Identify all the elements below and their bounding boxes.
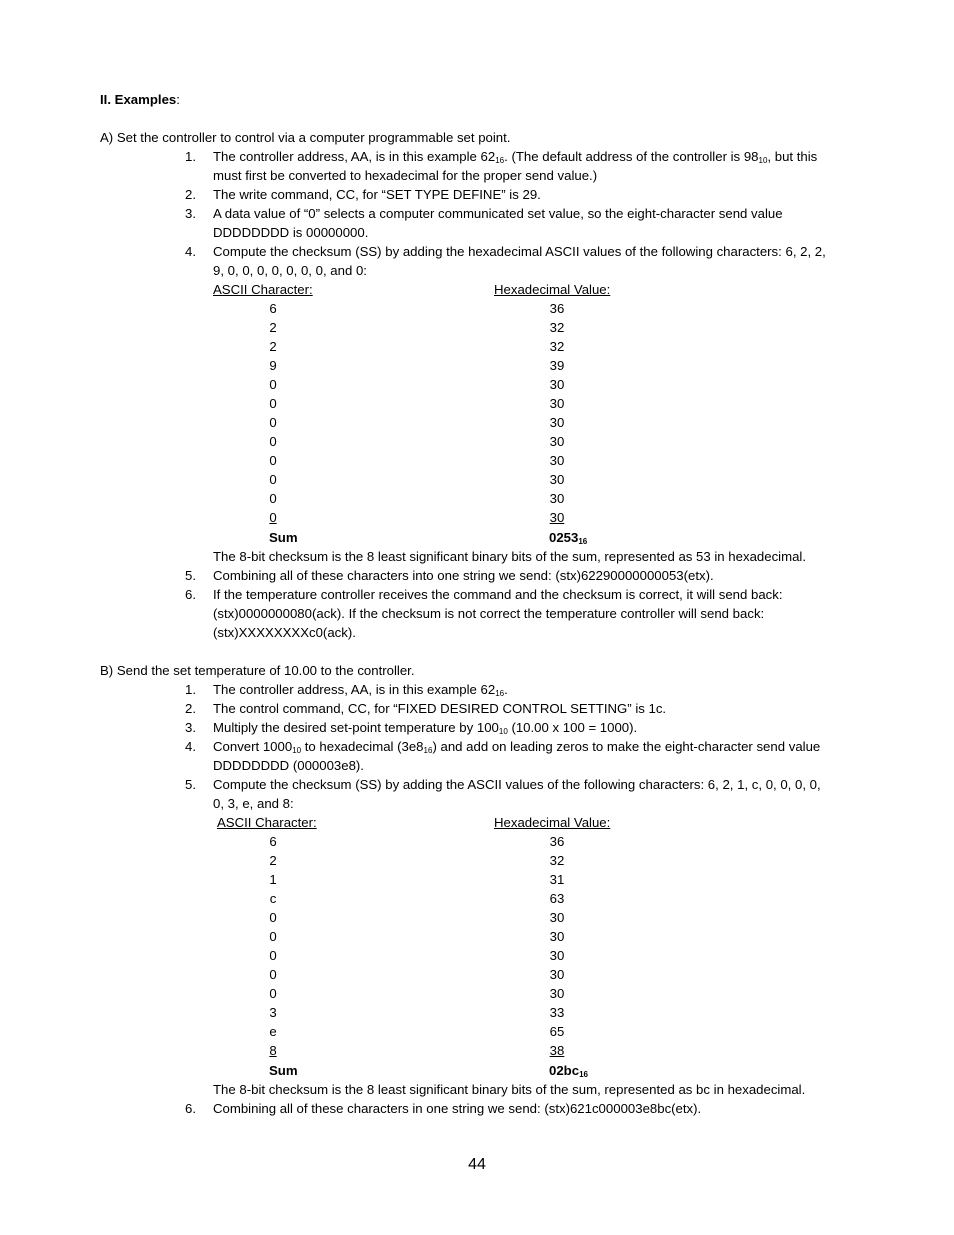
a-item-4-text: Compute the checksum (SS) by adding the hexadecimal ASCII values of the following characters: 6, 2, 2,: [213, 244, 826, 259]
heading-label: II. Examples: [100, 92, 177, 107]
b-table-ascii-cell: c: [269, 891, 277, 906]
a-table-ascii-cell: 2: [269, 339, 277, 354]
a-item-6-text-cont: (stx)0000000080(ack). If the checksum is not correct the temperature controller will send back:: [213, 606, 765, 621]
heading-colon: :: [176, 92, 180, 107]
a-table-hex-cell: 30: [549, 377, 565, 392]
b-table-hex-cell: 32: [549, 853, 565, 868]
b-item-4-text-cont: DDDDDDDD (000003e8).: [213, 758, 364, 773]
b-table-ascii-cell: 0: [269, 967, 277, 982]
section-a-intro: A) Set the controller to control via a computer programmable set point.: [100, 130, 511, 145]
b-table-ascii-cell: 1: [269, 872, 277, 887]
a-table-ascii-cell: 0: [269, 491, 277, 506]
a-table-ascii-cell: 9: [269, 358, 277, 373]
b-table-header-ascii: ASCII Character:: [217, 815, 317, 830]
b-item-6-number: 6.: [185, 1101, 196, 1116]
a-checksum-note: The 8-bit checksum is the 8 least significant binary bits of the sum, represented as 53 in hexadecimal.: [213, 549, 807, 564]
a-item-6-text-cont2: (stx)XXXXXXXXc0(ack).: [213, 625, 356, 640]
b-table-hex-cell: 30: [549, 929, 565, 944]
a-table-header-ascii: ASCII Character:: [213, 282, 313, 297]
a-item-6-text: If the temperature controller receives the command and the checksum is correct, it will send back:: [213, 587, 783, 602]
b-table-ascii-cell: 0: [269, 986, 277, 1001]
b-table-ascii-cell: 6: [269, 834, 277, 849]
a-table-hex-cell: 30: [549, 510, 565, 525]
b-item-1-text: The controller address, AA, is in this example $62_{16}$.: [213, 682, 508, 698]
a-item-2-text: The write command, CC, for “SET TYPE DEFINE” is 29.: [213, 187, 541, 202]
a-table-hex-cell: 36: [549, 301, 565, 316]
b-item-2-text: The control command, CC, for “FIXED DESIRED CONTROL SETTING” is 1c.: [213, 701, 667, 716]
b-table-ascii-cell: 0: [269, 929, 277, 944]
b-item-5-number: 5.: [185, 777, 196, 792]
a-item-2-number: 2.: [185, 187, 196, 202]
b-table-hex-cell: 30: [549, 986, 565, 1001]
b-sum-value: $02bc_{16}$: [549, 1063, 588, 1079]
a-item-1-number: 1.: [185, 149, 196, 164]
b-table-hex-cell: 30: [549, 910, 565, 925]
a-item-1-text-cont: must first be converted to hexadecimal for the proper send value.): [213, 168, 598, 183]
b-table-ascii-cell: 0: [269, 948, 277, 963]
b-item-4-text: Convert $1000_{10}$ to hexadecimal $(3e8_{16})$ and add on leading zeros to make the eight-character send value: [213, 739, 821, 755]
b-table-ascii-cell: 0: [269, 910, 277, 925]
b-sum-label: Sum: [269, 1063, 298, 1078]
b-item-5-text-cont: 0, 3, e, and 8:: [213, 796, 294, 811]
a-item-3-number: 3.: [185, 206, 196, 221]
a-item-4-number: 4.: [185, 244, 196, 259]
a-item-4-text-cont: 9, 0, 0, 0, 0, 0, 0, 0, and 0:: [213, 263, 367, 278]
b-table-hex-cell: 30: [549, 967, 565, 982]
b-table-hex-cell: 38: [549, 1043, 565, 1058]
a-table-hex-cell: 32: [549, 320, 565, 335]
a-table-hex-cell: 39: [549, 358, 565, 373]
a-sum-value: $0253_{16}$: [549, 530, 588, 546]
b-item-5-text: Compute the checksum (SS) by adding the ASCII values of the following characters: 6, 2, 1, c, 0, 0, 0, 0,: [213, 777, 821, 792]
a-item-5-number: 5.: [185, 568, 196, 583]
a-item-1-text: The controller address, AA, is in this example $62_{16}$. (The default address of the controller is $98_{10}$, but this: [213, 149, 818, 165]
page-number: 44: [468, 1156, 486, 1173]
b-table-ascii-cell: 3: [269, 1005, 277, 1020]
a-table-ascii-cell: 0: [269, 396, 277, 411]
b-item-3-text: Multiply the desired set-point temperature by $100_{10}$ (10.00 x 100 = 1000).: [213, 720, 638, 736]
a-table-ascii-cell: 0: [269, 415, 277, 430]
b-table-hex-cell: 31: [549, 872, 565, 887]
a-table-hex-cell: 30: [549, 491, 565, 506]
a-table-hex-cell: 30: [549, 434, 565, 449]
a-table-hex-cell: 30: [549, 396, 565, 411]
b-item-3-number: 3.: [185, 720, 196, 735]
section-heading: [100, 90, 180, 109]
b-table-header-hex: Hexadecimal Value:: [494, 815, 611, 830]
a-table-ascii-cell: 2: [269, 320, 277, 335]
b-table-hex-cell: 30: [549, 948, 565, 963]
a-table-ascii-cell: 6: [269, 301, 277, 316]
a-table-hex-cell: 30: [549, 415, 565, 430]
b-table-ascii-cell: 2: [269, 853, 277, 868]
a-table-ascii-cell: 0: [269, 472, 277, 487]
b-table-hex-cell: 63: [549, 891, 565, 906]
a-sum-label: Sum: [269, 530, 298, 545]
a-item-3-text: A data value of “0” selects a computer communicated set value, so the eight-character send value: [213, 206, 783, 221]
b-table-ascii-cell: 8: [269, 1043, 277, 1058]
a-item-3-text-cont: DDDDDDDD is 00000000.: [213, 225, 369, 240]
a-table-hex-cell: 30: [549, 453, 565, 468]
b-checksum-note: The 8-bit checksum is the 8 least significant binary bits of the sum, represented as bc in hexadecimal.: [213, 1082, 806, 1097]
a-table-ascii-cell: 0: [269, 434, 277, 449]
b-table-hex-cell: 36: [549, 834, 565, 849]
a-item-6-number: 6.: [185, 587, 196, 602]
b-table-hex-cell: 33: [549, 1005, 565, 1020]
a-table-ascii-cell: 0: [269, 510, 277, 525]
b-item-1-number: 1.: [185, 682, 196, 697]
b-item-6-text: Combining all of these characters in one string we send: (stx)621c000003e8bc(etx).: [213, 1101, 702, 1116]
section-b-intro: B) Send the set temperature of 10.00 to the controller.: [100, 663, 415, 678]
b-table-hex-cell: 65: [549, 1024, 565, 1039]
b-item-2-number: 2.: [185, 701, 196, 716]
a-table-hex-cell: 32: [549, 339, 565, 354]
a-table-hex-cell: 30: [549, 472, 565, 487]
a-table-header-hex: Hexadecimal Value:: [494, 282, 611, 297]
b-item-4-number: 4.: [185, 739, 196, 754]
b-table-ascii-cell: e: [269, 1024, 277, 1039]
a-table-ascii-cell: 0: [269, 377, 277, 392]
a-item-5-text: Combining all of these characters into one string we send: (stx)62290000000053(etx).: [213, 568, 714, 583]
a-table-ascii-cell: 0: [269, 453, 277, 468]
